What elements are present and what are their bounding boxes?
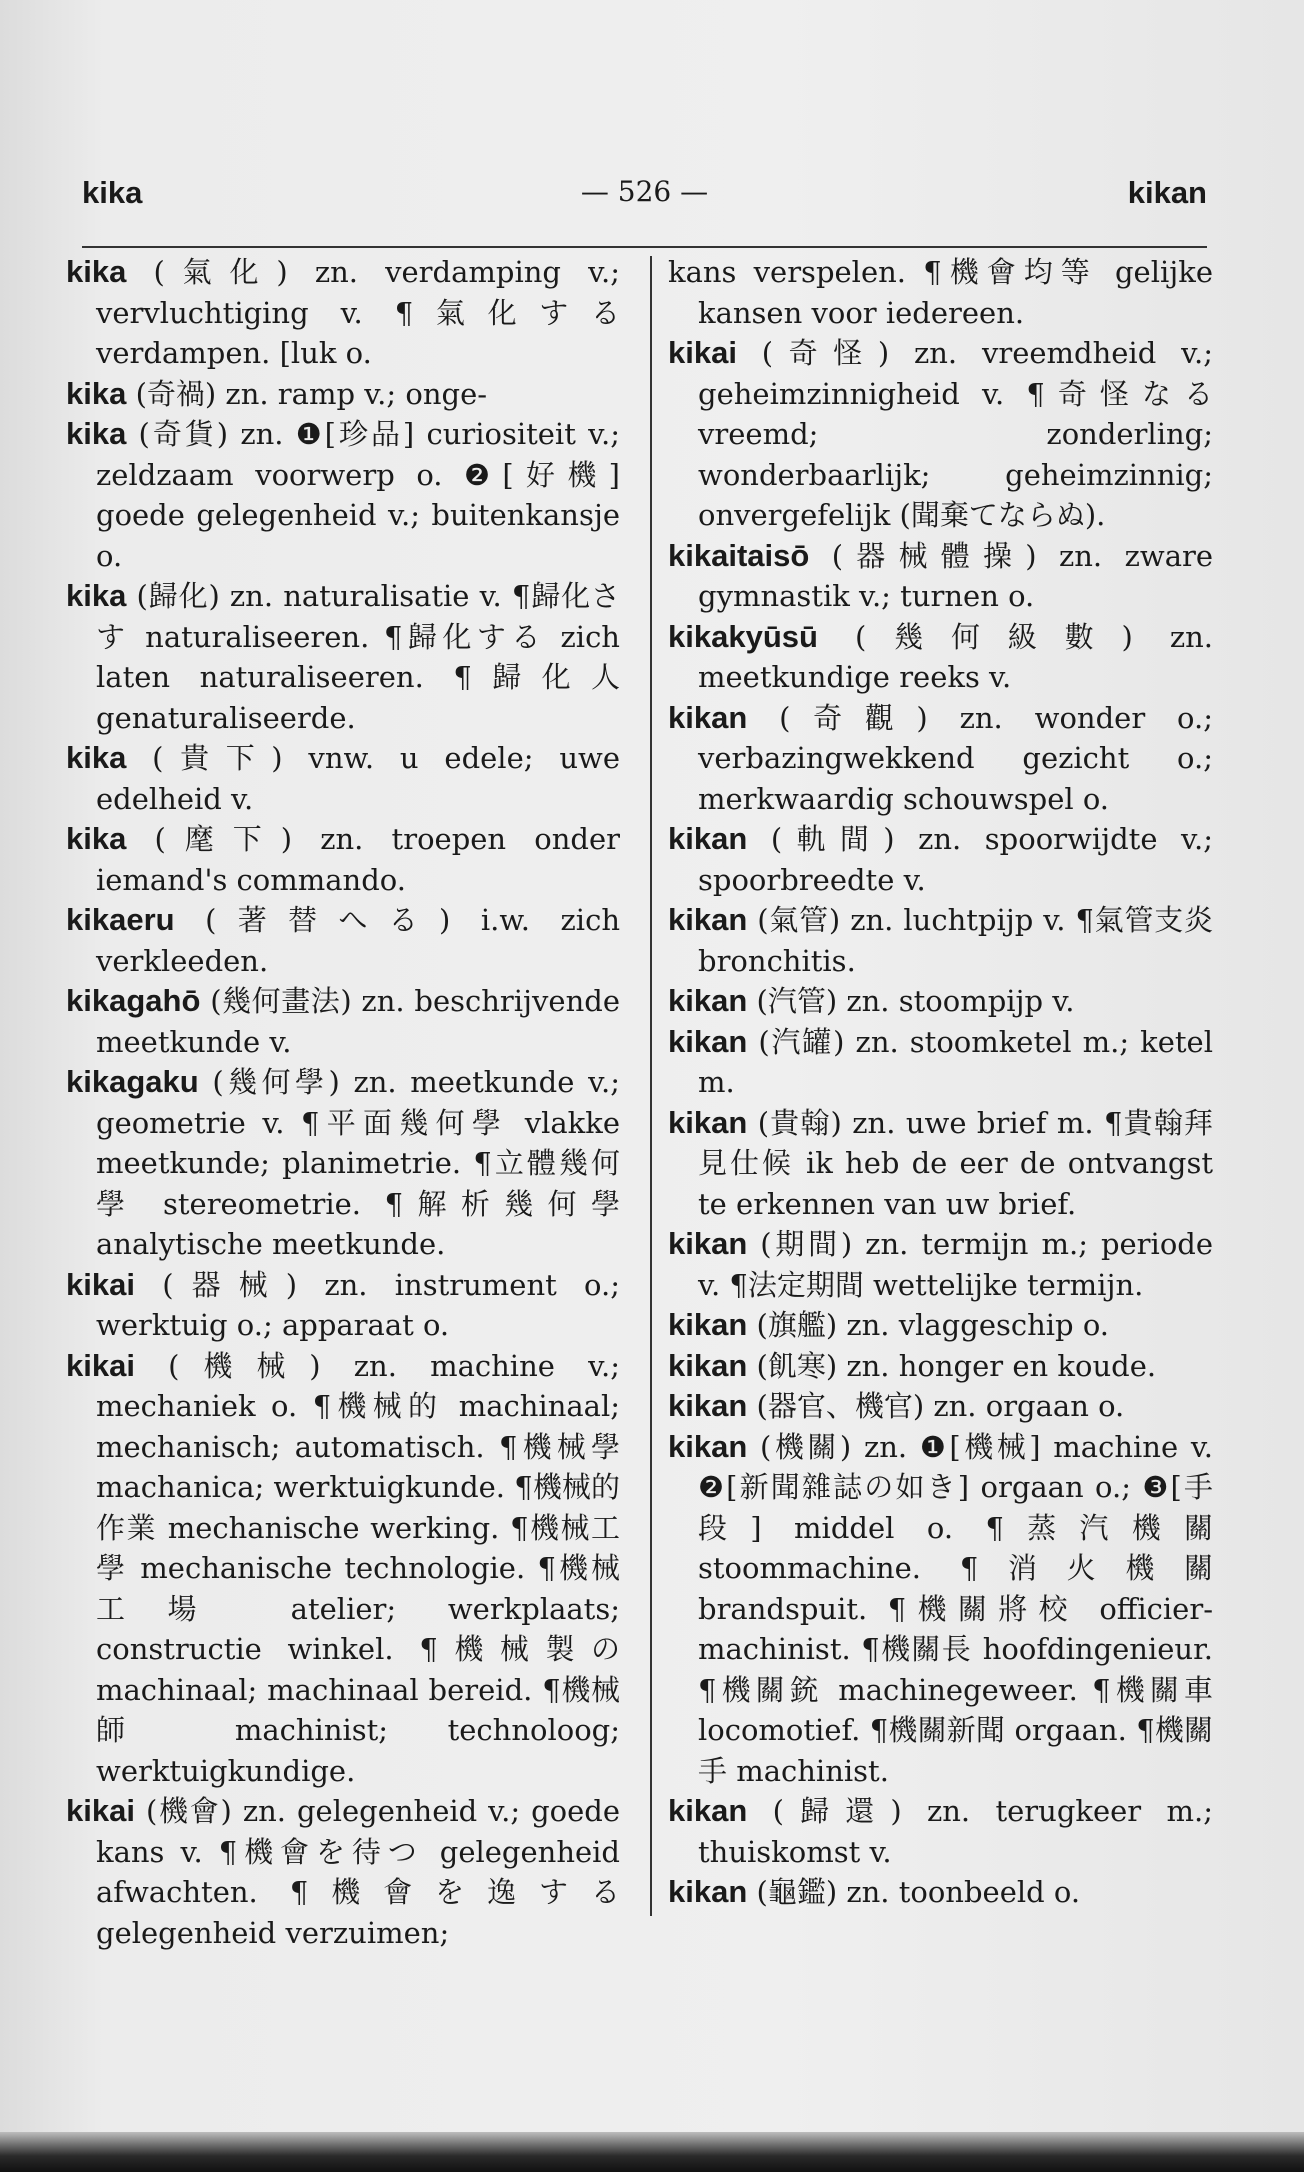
entry-definition: (器械) zn. instrument o.; werktuig o.; apparaat o. <box>96 1267 620 1342</box>
dictionary-entry <box>668 1305 1213 1346</box>
dictionary-entry <box>668 1346 1213 1387</box>
entry-definition: (氣化) zn. verdamping v.; vervluchtiging v. ¶氣化する verdampen. [luk o. <box>96 255 620 370</box>
entry-definition: (旗艦) zn. vlaggeschip o. <box>756 1308 1110 1342</box>
entry-headword: kikagahō <box>66 983 201 1018</box>
entry-headword: kikagaku <box>66 1064 199 1099</box>
entry-definition: (歸還) zn. terugkeer m.; thuiskomst v. <box>698 1794 1213 1869</box>
entry-definition: (機關) zn. ❶[機械] machine v. ❷[新聞雜誌の如き] orgaan o.; ❸[手段] middel o. ¶蒸汽機關 stoommachine. ¶消火機關 brandspuit. ¶機關將校 officier-machinist. ¶機關長 hoofdingenieur. ¶機關銃 machinegeweer. ¶機關車 locomotief. ¶機關新聞 orgaan. ¶機關手 machinist. <box>698 1429 1214 1788</box>
entry-headword: kikakyūsū <box>668 618 818 654</box>
dictionary-entry <box>668 900 1213 981</box>
entry-definition: (氣管) zn. luchtpijp v. ¶氣管支炎 bronchitis. <box>698 903 1213 978</box>
dictionary-entry <box>66 738 620 819</box>
entry-headword: kikaitaisō <box>668 537 810 573</box>
dictionary-entry <box>668 1022 1213 1103</box>
entry-headword: kikaeru <box>66 902 175 937</box>
entry-headword: kika <box>66 821 127 856</box>
entry-headword: kikai <box>668 335 737 370</box>
entry-definition: (幾何級數) zn. meetkundige reeks v. <box>698 619 1214 694</box>
entry-headword: kikan <box>668 821 748 856</box>
entry-definition: (汽管) zn. stoompijp v. <box>756 984 1075 1018</box>
dictionary-entry <box>668 536 1213 617</box>
dictionary-entry <box>668 617 1213 698</box>
entry-definition: (期間) zn. termijn m.; periode v. ¶法定期間 wettelijke termijn. <box>698 1227 1214 1302</box>
entry-headword: kika <box>66 740 127 775</box>
entry-definition: (器官、機官) zn. orgaan o. <box>756 1389 1125 1423</box>
page-bottom-edge <box>0 2132 1304 2172</box>
header-rule <box>82 246 1207 248</box>
dictionary-entry <box>66 1791 620 1953</box>
entry-definition: (幾何畫法) zn. beschrijvende meetkunde v. <box>96 984 620 1059</box>
dictionary-entry <box>66 414 620 576</box>
entry-definition: (麾下) zn. troepen onder iemand's commando. <box>96 822 621 897</box>
column-divider <box>650 256 652 1916</box>
entry-definition: (奇怪) zn. vreemdheid v.; geheimzinnigheid v. ¶奇怪なる vreemd; zonderling; wonderbaarlijk; geheimzinnig; onvergefelijk (聞棄てならぬ). <box>698 336 1214 532</box>
page-number: — 526 — <box>580 175 709 208</box>
dictionary-entry <box>668 1386 1213 1427</box>
dictionary-entry <box>66 981 620 1062</box>
dictionary-entry <box>668 1427 1213 1792</box>
entry-headword: kikan <box>668 1023 748 1059</box>
dictionary-entry <box>66 900 620 981</box>
dictionary-entry <box>66 819 620 900</box>
dictionary-entry <box>668 1872 1213 1913</box>
left-column <box>66 252 620 1953</box>
entry-definition: (奇貨) zn. ❶[珍品] curiositeit v.; zeldzaam voorwerp o. ❷[好機] goede gelegenheid v.; buitenkansje o. <box>96 417 620 573</box>
entry-headword: kikan <box>668 1874 748 1909</box>
dictionary-entry <box>668 252 1213 333</box>
entry-headword: kikan <box>668 1104 748 1140</box>
dictionary-entry <box>66 1346 620 1792</box>
entry-headword: kikan <box>668 1347 748 1383</box>
entry-definition: (奇觀) zn. wonder o.; verbazingwekkend gezicht o.; merkwaardig schouwspel o. <box>698 700 1213 816</box>
dictionary-entry <box>668 819 1213 900</box>
right-column <box>668 252 1213 1913</box>
entry-headword: kikan <box>668 1793 748 1828</box>
entry-headword: kikan <box>668 1307 748 1342</box>
dictionary-entry <box>668 333 1213 536</box>
dictionary-entry <box>668 1791 1213 1872</box>
entry-definition: (貴翰) zn. uwe brief m. ¶貴翰拜見仕候 ik heb de eer de ontvangst te erkennen van uw brief. <box>698 1105 1213 1221</box>
entry-definition: (歸化) zn. naturalisatie v. ¶歸化さす naturaliseeren. ¶歸化する zich laten naturaliseeren. ¶歸化人 genaturaliseerde. <box>96 579 620 735</box>
entry-definition: (奇禍) zn. ramp v.; onge- <box>135 376 488 411</box>
entry-definition: (龜鑑) zn. toonbeeld o. <box>756 1875 1081 1909</box>
entry-headword: kikan <box>668 983 748 1018</box>
entry-definition: (軌間) zn. spoorwijdte v.; spoorbreedte v. <box>698 822 1213 897</box>
dictionary-entry <box>66 1265 620 1346</box>
entry-headword: kikai <box>66 1793 135 1828</box>
entry-headword: kikan <box>668 1428 748 1464</box>
entry-definition: (著替へる) i.w. zich verkleeden. <box>96 903 620 978</box>
dictionary-entry <box>66 374 620 415</box>
entry-definition: (貴下) vnw. u edele; uwe edelheid v. <box>96 741 620 816</box>
entry-headword: kikai <box>66 1347 135 1383</box>
running-header <box>82 175 1207 225</box>
entry-definition: (飢寒) zn. honger en koude. <box>756 1348 1157 1383</box>
dictionary-entry <box>66 252 620 374</box>
dictionary-entry <box>668 1103 1213 1225</box>
entry-definition: kans verspelen. ¶機會均等 gelijke kansen voor iedereen. <box>668 255 1213 330</box>
entry-definition: (機械) zn. machine v.; mechaniek o. ¶機械的 machinaal; mechanisch; automatisch. ¶機械學 machanica; werktuigkunde. ¶機械的作業 mechanische werking. ¶機械工學 mechanische technologie. ¶機械工場 atelier; werkplaats; constructie winkel. ¶機械製の machinaal; machinaal bereid. ¶機械師 machinist; technoloog; werktuigkundige. <box>96 1348 621 1788</box>
entry-headword: kikan <box>668 699 748 735</box>
entry-definition: (器械體操) zn. zware gymnastik v.; turnen o. <box>698 538 1214 613</box>
dictionary-entry <box>66 1062 620 1265</box>
entry-definition: (幾何學) zn. meetkunde v.; geometrie v. ¶平面幾何學 vlakke meetkunde; planimetrie. ¶立體幾何學 stereometrie. ¶解析幾何學 analytische meetkunde. <box>96 1065 620 1261</box>
entry-headword: kikai <box>66 1266 135 1302</box>
entry-headword: kikan <box>668 902 748 937</box>
entry-headword: kika <box>66 254 127 289</box>
running-head-right: kikan <box>1127 175 1207 210</box>
entry-definition: (汽罐) zn. stoomketel m.; ketel m. <box>698 1024 1213 1099</box>
dictionary-entry <box>668 698 1213 820</box>
dictionary-entry <box>66 576 620 738</box>
entry-definition: (機會) zn. gelegenheid v.; goede kans v. ¶機會を待つ gelegenheid afwachten. ¶機會を逸する gelegenheid verzuimen; <box>96 1794 621 1950</box>
entry-headword: kika <box>66 416 127 451</box>
entry-headword: kikan <box>668 1388 748 1423</box>
running-head-left: kika <box>82 175 143 210</box>
dictionary-entry <box>668 1224 1213 1305</box>
entry-headword: kikan <box>668 1226 748 1261</box>
entry-headword: kika <box>66 578 127 613</box>
entry-headword: kika <box>66 375 127 411</box>
dictionary-entry <box>668 981 1213 1022</box>
